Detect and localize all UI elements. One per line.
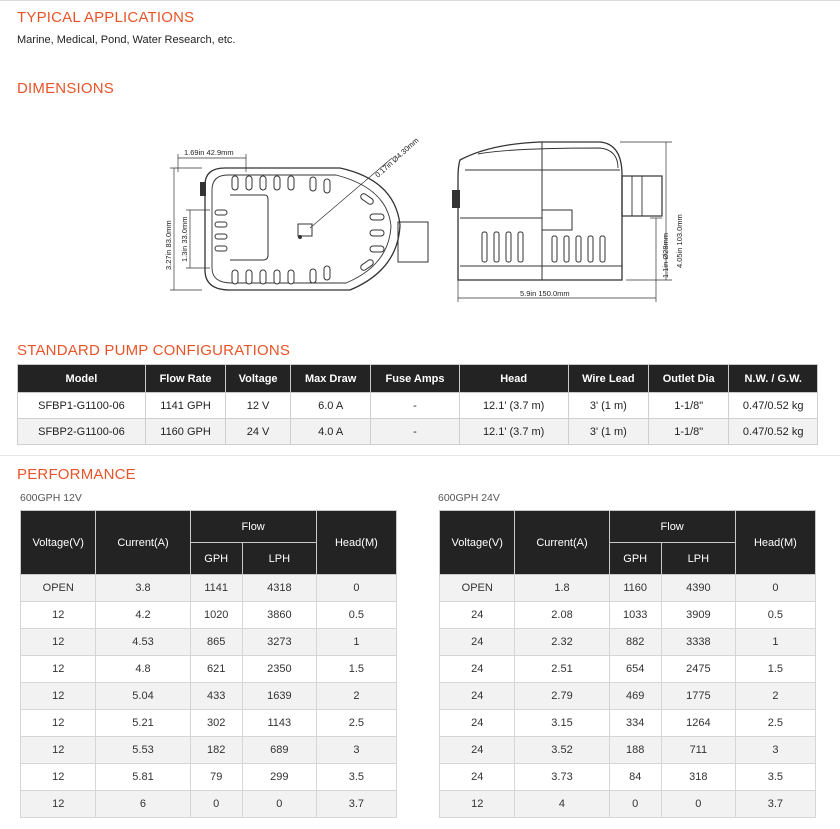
side-view-drawing	[458, 142, 662, 280]
table-cell: 2.51	[515, 656, 609, 683]
table-cell: 621	[190, 656, 242, 683]
table-cell: 24	[440, 683, 515, 710]
table-cell: 24	[440, 710, 515, 737]
table-cell: 2.79	[515, 683, 609, 710]
dim-side-height: 4.05in 103.0mm	[675, 214, 684, 268]
dim-side-outlet: 1.1in Ø28mm	[661, 232, 670, 278]
table-cell: 1141	[190, 575, 242, 602]
table-row	[21, 602, 397, 629]
table-row: SFBP1-G1100-06 1141 GPH 12 V 6.0 A - 12.1' (3.7 m) 3' (1 m) 1-1/8" 0.47/0.52 kg	[18, 393, 818, 419]
table-cell: 12	[21, 602, 96, 629]
col-current: Current(A)	[96, 511, 190, 575]
table-cell: 0	[242, 791, 316, 818]
table-row	[21, 656, 397, 683]
col-max-draw: Max Draw	[290, 365, 370, 393]
col-model: Model	[18, 365, 146, 393]
table-cell: 2	[735, 683, 815, 710]
table-cell: 12	[21, 791, 96, 818]
table-cell: 1	[735, 629, 815, 656]
configurations-heading: STANDARD PUMP CONFIGURATIONS	[17, 342, 291, 359]
table-cell: 24	[440, 764, 515, 791]
table-row	[440, 710, 816, 737]
perf-24v-label: 600GPH 24V	[438, 492, 500, 504]
table-cell: 654	[609, 656, 661, 683]
dim-side-length: 5.9in 150.0mm	[520, 289, 570, 298]
table-cell: 1264	[661, 710, 735, 737]
dim-height-inner: 1.3in 33.0mm	[180, 216, 189, 262]
table-cell: 1775	[661, 683, 735, 710]
table-cell: 3338	[661, 629, 735, 656]
table-row	[440, 764, 816, 791]
table-cell: 318	[661, 764, 735, 791]
col-voltage: Voltage(V)	[440, 511, 515, 575]
dimensions-diagram	[160, 130, 700, 320]
table-row	[21, 629, 397, 656]
top-view-switch	[200, 182, 206, 196]
table-cell: 2	[316, 683, 396, 710]
table-cell: 1.5	[316, 656, 396, 683]
table-cell: 1020	[190, 602, 242, 629]
col-weight: N.W. / G.W.	[729, 365, 818, 393]
table-cell: 299	[242, 764, 316, 791]
col-flow: Flow	[609, 511, 735, 543]
col-gph: GPH	[190, 543, 242, 575]
table-cell: OPEN	[440, 575, 515, 602]
table-row	[440, 575, 816, 602]
table-cell: 2.5	[316, 710, 396, 737]
table-cell: 1143	[242, 710, 316, 737]
table-cell: 24	[440, 602, 515, 629]
table-cell: 1.5	[735, 656, 815, 683]
table-cell: 1639	[242, 683, 316, 710]
col-head: Head(M)	[735, 511, 815, 575]
col-fuse-amps: Fuse Amps	[371, 365, 459, 393]
table-cell: 3860	[242, 602, 316, 629]
table-row	[440, 656, 816, 683]
table-cell: 12	[21, 629, 96, 656]
table-cell: 3.52	[515, 737, 609, 764]
table-cell: 4	[515, 791, 609, 818]
table-cell: 0	[609, 791, 661, 818]
table-row: SFBP2-G1100-06 1160 GPH 24 V 4.0 A - 12.1' (3.7 m) 3' (1 m) 1-1/8" 0.47/0.52 kg	[18, 419, 818, 445]
table-cell: 0.5	[735, 602, 815, 629]
performance-rows-12v	[21, 575, 397, 818]
table-cell: 12	[21, 764, 96, 791]
table-cell: 865	[190, 629, 242, 656]
dim-diag: 0.17in Ø4.30mm	[373, 135, 421, 180]
table-cell: 12	[21, 737, 96, 764]
table-cell: 12	[440, 791, 515, 818]
performance-rows-24v	[440, 575, 816, 818]
table-cell: 3.5	[735, 764, 815, 791]
table-row	[440, 737, 816, 764]
table-cell: 0	[316, 575, 396, 602]
table-cell: 3.7	[316, 791, 396, 818]
table-cell: 3.7	[735, 791, 815, 818]
table-cell: 1.8	[515, 575, 609, 602]
table-cell: 4.2	[96, 602, 190, 629]
table-row	[21, 737, 397, 764]
table-cell: OPEN	[21, 575, 96, 602]
section-divider	[0, 455, 840, 456]
table-cell: 5.81	[96, 764, 190, 791]
table-cell: 3909	[661, 602, 735, 629]
table-cell: 79	[190, 764, 242, 791]
table-row	[21, 575, 397, 602]
table-cell: 3	[735, 737, 815, 764]
col-current: Current(A)	[515, 511, 609, 575]
col-outlet-dia: Outlet Dia	[648, 365, 728, 393]
dim-height-outer: 3.27in 83.0mm	[164, 220, 173, 270]
applications-heading: TYPICAL APPLICATIONS	[17, 9, 195, 26]
configurations-header-row	[18, 365, 818, 393]
table-cell: 711	[661, 737, 735, 764]
col-head: Head	[459, 365, 568, 393]
table-cell: 1	[316, 629, 396, 656]
table-cell: 2350	[242, 656, 316, 683]
col-voltage: Voltage	[226, 365, 291, 393]
table-cell: 1033	[609, 602, 661, 629]
table-cell: 3.15	[515, 710, 609, 737]
table-cell: 12	[21, 710, 96, 737]
table-cell: 6	[96, 791, 190, 818]
table-cell: 84	[609, 764, 661, 791]
table-row	[440, 683, 816, 710]
table-cell: 2475	[661, 656, 735, 683]
table-row	[21, 764, 397, 791]
table-cell: 3	[316, 737, 396, 764]
table-cell: 2.08	[515, 602, 609, 629]
table-cell: 2.5	[735, 710, 815, 737]
table-cell: 5.21	[96, 710, 190, 737]
top-divider	[0, 0, 840, 1]
col-lph: LPH	[661, 543, 735, 575]
col-lph: LPH	[242, 543, 316, 575]
top-view-vents	[215, 176, 384, 284]
table-cell: 3273	[242, 629, 316, 656]
table-cell: 24	[440, 629, 515, 656]
col-voltage: Voltage(V)	[21, 511, 96, 575]
performance-table-12v	[20, 510, 397, 818]
table-row	[440, 629, 816, 656]
table-row	[21, 710, 397, 737]
dimensions-heading: DIMENSIONS	[17, 80, 115, 97]
perf-12v-label: 600GPH 12V	[20, 492, 82, 504]
performance-heading: PERFORMANCE	[17, 466, 136, 483]
table-cell: 882	[609, 629, 661, 656]
performance-table-24v	[439, 510, 816, 818]
table-row	[440, 602, 816, 629]
table-row	[21, 683, 397, 710]
table-cell: 3.5	[316, 764, 396, 791]
table-cell: 3.8	[96, 575, 190, 602]
table-cell: 5.53	[96, 737, 190, 764]
table-cell: 433	[190, 683, 242, 710]
table-cell: 5.04	[96, 683, 190, 710]
dim-top-width: 1.69in 42.9mm	[184, 148, 234, 157]
table-cell: 188	[609, 737, 661, 764]
table-cell: 4.8	[96, 656, 190, 683]
col-gph: GPH	[609, 543, 661, 575]
table-cell: 4390	[661, 575, 735, 602]
col-flow-rate: Flow Rate	[145, 365, 225, 393]
table-cell: 24	[440, 737, 515, 764]
table-cell: 0	[661, 791, 735, 818]
table-row	[21, 791, 397, 818]
table-cell: 12	[21, 683, 96, 710]
table-cell: 0.5	[316, 602, 396, 629]
applications-text: Marine, Medical, Pond, Water Research, etc.	[17, 34, 236, 46]
table-cell: 12	[21, 656, 96, 683]
table-cell: 334	[609, 710, 661, 737]
table-cell: 689	[242, 737, 316, 764]
col-flow: Flow	[190, 511, 316, 543]
table-cell: 302	[190, 710, 242, 737]
table-cell: 1160	[609, 575, 661, 602]
table-cell: 469	[609, 683, 661, 710]
table-cell: 2.32	[515, 629, 609, 656]
col-head: Head(M)	[316, 511, 396, 575]
table-cell: 24	[440, 656, 515, 683]
table-cell: 4318	[242, 575, 316, 602]
table-cell: 3.73	[515, 764, 609, 791]
col-wire-lead: Wire Lead	[568, 365, 648, 393]
table-row	[440, 791, 816, 818]
table-cell: 0	[735, 575, 815, 602]
table-cell: 0	[190, 791, 242, 818]
table-cell: 182	[190, 737, 242, 764]
configurations-table	[17, 364, 818, 445]
side-view-vents	[482, 232, 605, 262]
table-cell: 4.53	[96, 629, 190, 656]
